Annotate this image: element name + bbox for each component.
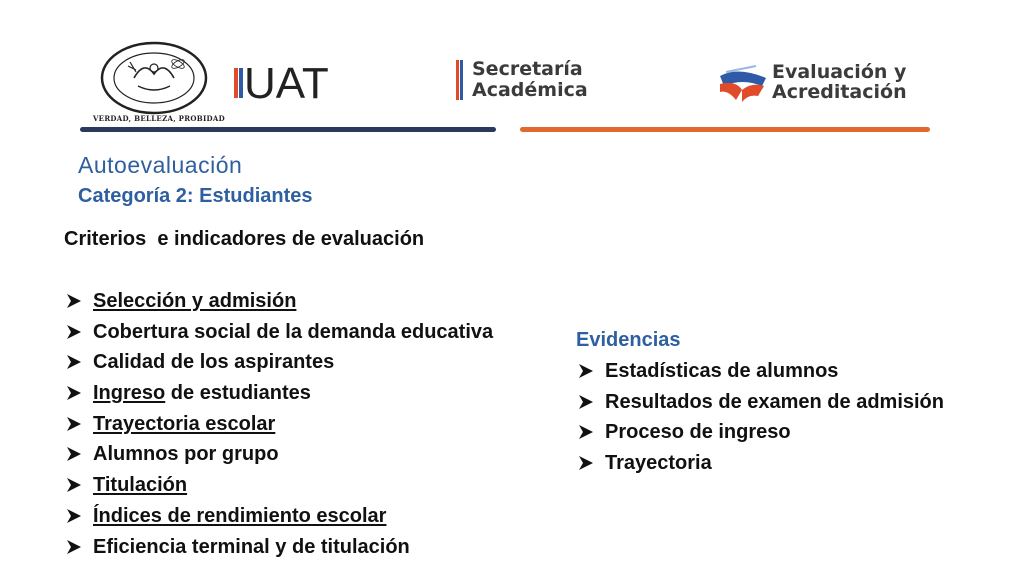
arrow-bullet-icon: [578, 394, 594, 410]
arrow-bullet-icon: [66, 416, 82, 432]
criteria-item: Titulación: [64, 471, 493, 502]
uat-logo-text: UAT: [244, 59, 329, 108]
evidence-item: Proceso de ingreso: [576, 418, 944, 449]
page-title: Autoevaluación: [78, 152, 243, 178]
secretaria-line1: Secretaría: [472, 58, 583, 80]
page-subtitle: Categoría 2: Estudiantes: [78, 185, 313, 207]
secretaria-line2: Académica: [472, 79, 588, 101]
evaluacion-line2: Acreditación: [772, 81, 907, 103]
arrow-bullet-icon: [66, 539, 82, 555]
arrow-bullet-icon: [66, 477, 82, 493]
criteria-item: Índices de rendimiento escolar: [64, 502, 493, 533]
arrow-bullet-icon: [578, 363, 594, 379]
arrow-bullet-icon: [66, 385, 82, 401]
criteria-heading: Criterios e indicadores de evaluación: [64, 228, 425, 250]
evidences-list: [576, 357, 944, 480]
arrow-bullet-icon: [66, 293, 82, 309]
criteria-item: Alumnos por grupo: [64, 440, 493, 471]
evaluacion-acreditacion-logo: [716, 58, 936, 104]
open-book-icon: [716, 58, 768, 102]
secretaria-stripes-icon: [456, 60, 466, 100]
arrow-bullet-icon: [66, 354, 82, 370]
criteria-list: [64, 287, 493, 563]
criteria-item: Ingreso de estudiantes: [64, 379, 493, 410]
uat-logo: [230, 58, 355, 110]
criteria-item: Trayectoria escolar: [64, 410, 493, 441]
evidence-item: Estadísticas de alumnos: [576, 357, 944, 388]
criteria-item: Calidad de los aspirantes: [64, 348, 493, 379]
criteria-item: Cobertura social de la demanda educativa: [64, 318, 493, 349]
header-rule-left: [80, 127, 496, 132]
uat-red-bar: [234, 68, 238, 98]
secretaria-academica-logo: [456, 58, 631, 104]
header-rule-right: [520, 127, 930, 132]
evidence-item: Trayectoria: [576, 449, 944, 480]
arrow-bullet-icon: [66, 446, 82, 462]
arrow-bullet-icon: [578, 424, 594, 440]
university-seal-logo: [94, 38, 226, 130]
criteria-item: Eficiencia terminal y de titulación: [64, 533, 493, 564]
uat-blue-bar: [239, 68, 243, 98]
arrow-bullet-icon: [66, 324, 82, 340]
seal-motto: VERDAD, BELLEZA, PROBIDAD: [92, 114, 226, 123]
evaluacion-line1: Evaluación y: [772, 61, 907, 83]
criteria-item: Selección y admisión: [64, 287, 493, 318]
evidences-heading: Evidencias: [576, 329, 681, 351]
arrow-bullet-icon: [66, 508, 82, 524]
evidence-item: Resultados de examen de admisión: [576, 388, 944, 419]
arrow-bullet-icon: [578, 455, 594, 471]
